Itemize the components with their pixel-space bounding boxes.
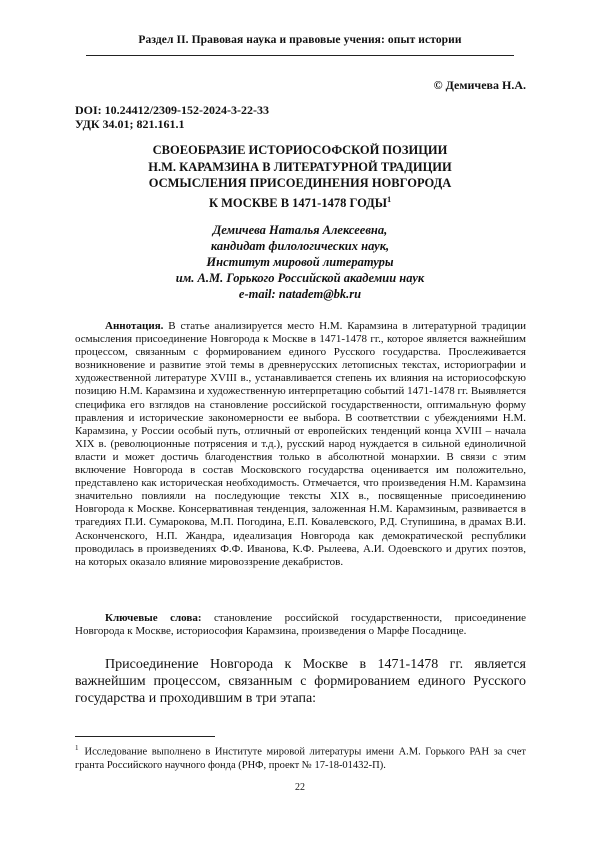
body-paragraph: Присоединение Новгорода к Москве в 1471-1478 гг. является важнейшим процессом, связанным с формированием единого Русского государства и проходившим в три этапа: — [75, 657, 526, 706]
udc-line: УДК 34.01; 821.161.1 — [75, 117, 185, 131]
identifiers-block — [75, 103, 269, 131]
copyright-notice: © Демичева Н.А. — [433, 78, 526, 92]
title-line-text: К МОСКВЕ В 1471-1478 ГОДЫ — [208, 195, 388, 210]
author-affiliation: Институт мировой литературы — [206, 255, 394, 269]
author-block — [75, 222, 525, 302]
title-line: ОСМЫСЛЕНИЯ ПРИСОЕДИНЕНИЯ НОВГОРОДА — [148, 176, 452, 190]
keywords-label: Ключевые слова: — [105, 612, 202, 624]
footnote-text: Исследование выполнено в Институте мировой литературы имени А.М. Горького РАН за счет гранта Российского научного фонда (РНФ, проект № 17-18-01432-П). — [75, 746, 526, 771]
title-footnote-mark: 1 — [387, 194, 392, 204]
footnote-divider — [75, 736, 215, 737]
abstract — [75, 320, 526, 569]
author-degree: кандидат филологических наук, — [210, 239, 390, 253]
running-head: Раздел II. Правовая наука и правовые учения: опыт истории — [138, 34, 462, 46]
footnote-mark: 1 — [75, 744, 79, 752]
author-email: e-mail: natadem@bk.ru — [238, 287, 362, 301]
author-name: Демичева Наталья Алексеевна, — [212, 223, 388, 237]
footnote — [75, 742, 526, 772]
abstract-text: В статье анализируется место Н.М. Карамзина в литературной традиции осмысления присоединение Новгорода к Москве в 1471-1478 гг., которое является важнейшим процессом, связанным с формированием единого Русского государства. Прослеживается возникновение и развитие этой темы в древнерусских летописных текстах, историографии и художественной литературе XVIII в., устанавливается степень их влияния на историософскую позицию Н.М. Карамзина и художественную интерпретацию событий 1471-1478 гг. Выявляется специфика его взглядов на становление российской государственности, оптимальную форму правления и исторические закономерности ее выбора. В соответствии с убеждениями Н.М. Карамзина, у России особый путь, отличный от европейских тенденций конца XVIII – начала XIX в. (революционные потрясения и т.д.), русский народ нуждается в сильной единоличной власти и может достичь благоденствия только в абсолютной монархии. В связи с этим включение Новгорода в состав Московского государства оценивается им положительно, представлено как историческая необходимость. Отмечается, что произведения Н.М. Карамзина значительно повлияли на последующие тексты XIX в., посвященные присоединению Новгорода к Москве. Консервативная тенденция, заложенная Н.М. Карамзиным, развивается в трагедиях П.И. Сумарокова, М.П. Погодина, Е.П. Ковалевского, Р.Д. Ступишина, в драмах В.И. Асконченского, Н.П. Жандра, идеализация Новгорода как демократической республики проводилась в произведениях Ф.Ф. Иванова, К.Ф. Рылеева, А.И. Одоевского и других поэтов, на которых оказало влияние мировоззрение декабристов. — [75, 320, 526, 568]
header-divider — [86, 55, 514, 56]
keywords — [75, 612, 526, 638]
doi-line: DOI: 10.24412/2309-152-2024-3-22-33 — [75, 103, 269, 117]
title-line: СВОЕОБРАЗИЕ ИСТОРИОСОФСКОЙ ПОЗИЦИИ — [152, 143, 448, 157]
title-line: Н.М. КАРАМЗИНА В ЛИТЕРАТУРНОЙ ТРАДИЦИИ — [148, 159, 452, 174]
title-line — [75, 192, 525, 212]
author-affiliation-2: им. А.М. Горького Российской академии наук — [175, 271, 425, 285]
abstract-label: Аннотация. — [105, 320, 164, 332]
article-title — [75, 142, 525, 211]
keywords-text: становление российской государственности, присоединение Новгорода к Москве, историософия Карамзина, произведения о Марфе Посаднице. — [75, 612, 526, 638]
page-number: 22 — [295, 782, 305, 793]
